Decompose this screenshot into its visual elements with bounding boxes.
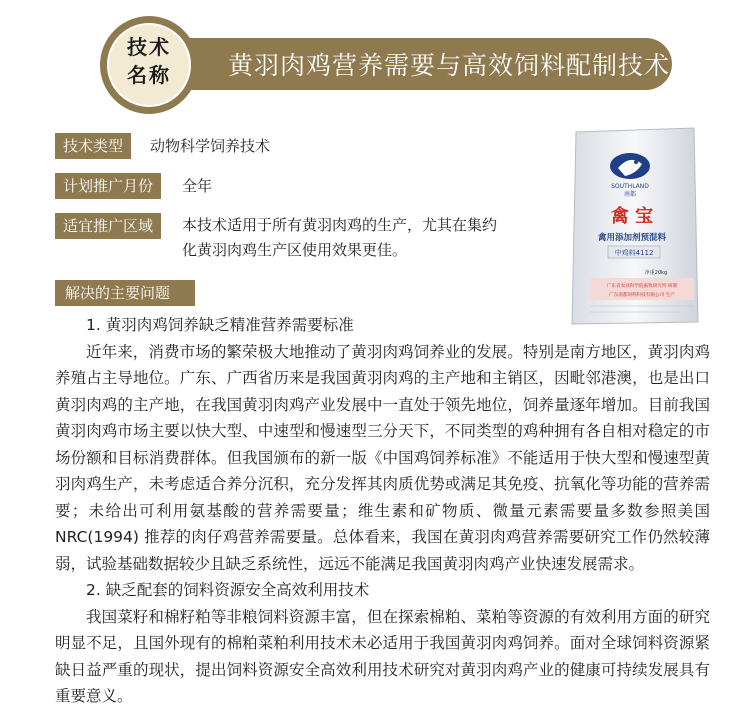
bag-subtitle: 禽用添加剂预混料	[597, 233, 667, 243]
tech-type-value: 动物科学饲养技术	[150, 137, 271, 155]
tech-type-label: 技术类型	[55, 133, 131, 159]
problem-1-paragraph: 近年来，消费市场的繁荣极大地推动了黄羽肉鸡饲养业的发展。特别是南方地区，黄羽肉鸡养殖占主导地位。广东、广西省历来是我国黄羽肉鸡的主产地和主销区，因毗邻港澳，也是出口黄羽肉鸡的主产地，在我国黄羽肉鸡产业发展中一直处于领先地位，饲养量逐年增加。目前我国黄羽肉鸡市场主要以快大型、中速型和慢速型三分天下，不同类型的鸡种拥有各自相对稳定的市场份额和目标消费群体。但我国颁布的新一版《中国鸡饲养标准》不能适用于快大型和慢速型黄羽肉鸡生产，未考虑适合养分沉积，充分发挥其肉质优势或满足其免疫、抗氧化等功能的营养需要；未给出可利用氨基酸的营养需要量；维生素和矿物质、微量元素需要量多数参照美国 NRC(1994) 推荐的肉仔鸡营养需要量。总体看来，我国在黄羽肉鸡营养需要研究工作仍然较薄弱，试验基础数据较少且缺乏系统性，远远不能满足我国黄羽肉鸡产业快速发展需求。	[55, 342, 710, 573]
bag-brand-cn: 南都	[623, 191, 637, 198]
page-title: 黄羽肉鸡营养需要与高效饲料配制技术	[228, 51, 671, 80]
bag-maker-1: 广东省农业科学院畜牧研究所 研制	[606, 284, 678, 289]
bag-brand: SOUTHLAND	[611, 183, 649, 190]
region-label: 适宜推广区域	[55, 213, 161, 239]
problem-2-paragraph: 我国菜籽和棉籽粕等非粮饲料资源丰富，但在探索棉粕、菜粕等资源的有效利用方面的研究明显不足，且国外现有的棉粕菜粕利用技术未必适用于我国黄羽肉鸡饲养。面对全球饲料资源紧缺日益严重的现状，提出饲料资源安全高效利用技术研究对黄羽肉鸡产业的健康可持续发展具有重要意义。	[55, 607, 710, 705]
bag-maker-2: 广东南都饲料科技有限公司 生产	[609, 293, 675, 298]
badge-text	[107, 33, 191, 89]
region-value-line-2: 化黄羽肉鸡生产区使用效果更佳。	[182, 241, 408, 259]
problem-2-heading: 2. 缺乏配套的饲料资源安全高效利用技术	[86, 581, 370, 599]
region-value	[182, 213, 562, 263]
bag-product-name: 禽 宝	[610, 206, 654, 227]
problems-section-label: 解决的主要问题	[55, 280, 195, 306]
bag-model: 中鸡料4112	[614, 249, 654, 257]
feed-bag-image	[570, 126, 700, 326]
badge-line-2: 名称	[127, 63, 171, 87]
schedule-label: 计划推广月份	[55, 173, 161, 199]
problems-body	[55, 312, 710, 710]
schedule-value: 全年	[182, 177, 213, 195]
problem-1-heading: 1. 黄羽肉鸡饲养缺乏精准营养需要标准	[86, 316, 354, 334]
region-value-line-1: 本技术适用于所有黄羽肉鸡的生产，尤其在集约	[182, 216, 498, 234]
bird-logo-icon	[610, 153, 650, 179]
bag-weight: 净重20kg	[644, 270, 668, 276]
badge-line-1: 技术	[127, 35, 171, 59]
